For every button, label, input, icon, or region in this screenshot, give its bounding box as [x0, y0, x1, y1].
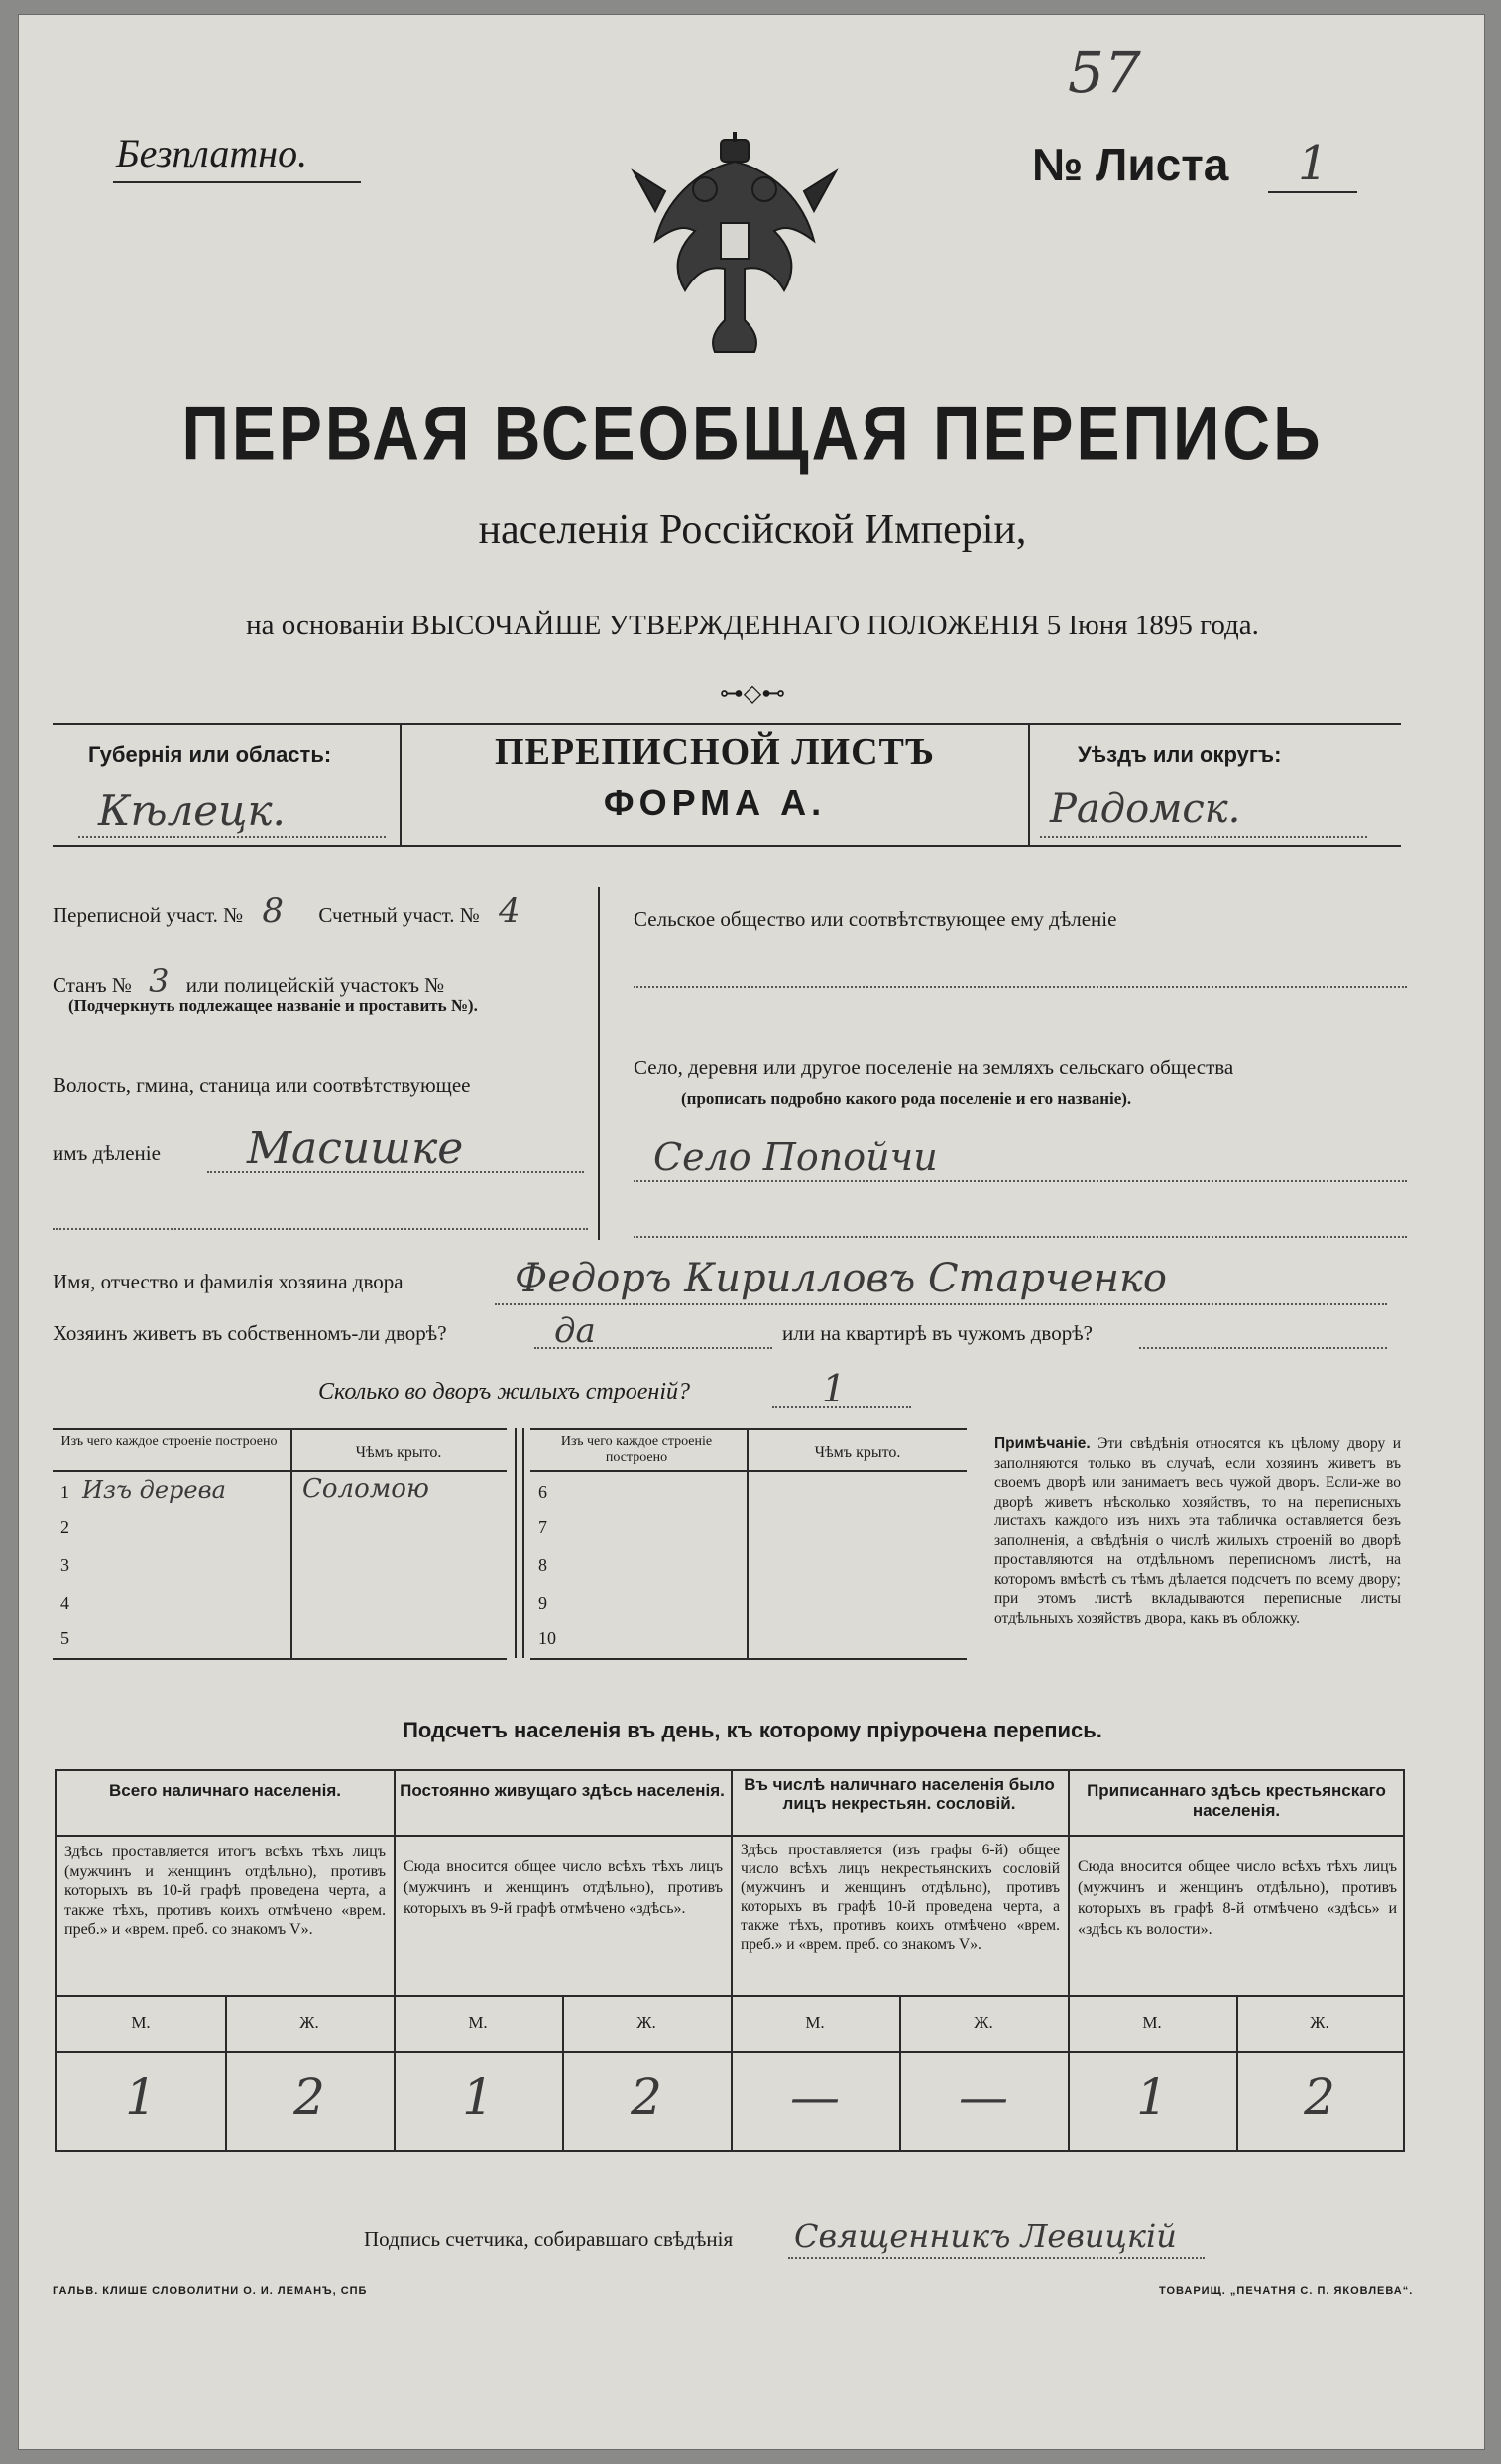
buildings-col2-header: Чѣмъ крыто.: [814, 1444, 901, 1461]
row-num: 7: [538, 1517, 547, 1537]
row-num: 2: [60, 1517, 69, 1537]
buildings-answer: 1: [822, 1367, 847, 1410]
m-label: М.: [1142, 2013, 1162, 2032]
owner-lives-value: да: [554, 1311, 596, 1351]
note-title: Примѣчаніе.: [994, 1435, 1091, 1452]
count-col1-desc: Здѣсь проставляется итогъ всѣхъ тѣхъ лицъ (мужчинъ и женщинъ отдѣльно), противъ которыхъ въ 10-й графѣ проведена черта, а также тѣхъ, противъ коихъ отмѣчено «врем. преб.» и «врем. преб. со знакомъ V».: [64, 1844, 386, 1938]
sheet-number-label: № Листа: [1032, 139, 1229, 190]
buildings-table-right: [530, 1428, 967, 1660]
volost-label: Волость, гмина, станица или соотвѣтствующее: [53, 1073, 471, 1097]
owner-name-label: Имя, отчество и фамилія хозяина двора: [53, 1270, 404, 1293]
row-num: 6: [538, 1482, 547, 1502]
uchastok-label: Переписной участ. №: [53, 903, 244, 927]
count-col4-desc: Сюда вносится общее число всѣхъ тѣхъ лицъ (мужчинъ и женщинъ отдѣльно), противъ которыхъ въ графѣ 8-й отмѣчено «здѣсь» и «здѣсь къ волости».: [1078, 1858, 1397, 1938]
corner-number: 57: [1068, 39, 1141, 106]
row-num: 1: [60, 1482, 69, 1502]
row-num: 3: [60, 1555, 69, 1575]
row-num: 10: [538, 1628, 556, 1648]
m-label: М.: [805, 2013, 825, 2032]
buildings-col1-header: Изъ чего каждое строеніе построено: [60, 1434, 278, 1449]
count-col2-desc: Сюда вносится общее число всѣхъ тѣхъ лицъ (мужчинъ и женщинъ отдѣльно), противъ которыхъ въ 9-й графѣ отмѣчено «здѣсь».: [404, 1858, 723, 1917]
gubernia-label: Губернія или область:: [88, 742, 332, 767]
ornament: ⊶◇⊷: [719, 681, 786, 707]
underline-note: (Подчеркнуть подлежащее названіе и проставить №).: [68, 996, 478, 1015]
uchastok-value: 8: [262, 891, 285, 931]
sheet-number-value: 1: [1298, 136, 1328, 191]
village-label: Село, деревня или другое поселеніе на земляхъ сельскаго общества: [634, 1056, 1234, 1079]
signature-label: Подпись счетчика, собиравшаго свѣдѣнія: [364, 2227, 734, 2251]
society-label: Сельское общество или соотвѣтствующее ему дѣленіе: [634, 907, 1117, 931]
uezd-value: Радомск.: [1050, 786, 1241, 832]
legal-basis: на основаніи ВЫСОЧАЙШЕ УТВЕРЖДЕННАГО ПОЛОЖЕНІЯ 5 Іюня 1895 года.: [246, 610, 1259, 641]
f-label: Ж.: [1310, 2013, 1329, 2032]
owner-rent-label: или на квартирѣ въ чужомъ дворѣ?: [782, 1321, 1093, 1345]
row-num: 4: [60, 1593, 69, 1613]
free-label: Безплатно.: [116, 131, 308, 175]
uezd-label: Уѣздъ или округъ:: [1078, 742, 1282, 767]
buildings-col2-header: Чѣмъ крыто.: [355, 1444, 442, 1461]
f-label: Ж.: [974, 2013, 993, 2032]
stan-value: 3: [149, 962, 170, 1000]
owner-name-value: Федоръ Кирилловъ Старченко: [515, 1256, 1167, 1301]
count-col3-head: Въ числѣ наличнаго населенія было лицъ некрестьян. сословій.: [744, 1775, 1055, 1813]
gubernia-value: Кѣлецк.: [98, 786, 286, 835]
buildings-question: Сколько во дворъ жилыхъ строеній?: [318, 1379, 690, 1404]
buildings-note: [994, 1434, 1401, 1627]
count-col1-male: 1: [125, 2069, 157, 2126]
form-title: ПЕРЕПИСНОЙ ЛИСТЪ: [495, 731, 935, 773]
m-label: М.: [468, 2013, 488, 2032]
row-num: 9: [538, 1593, 547, 1613]
buildings-table-left: [53, 1428, 507, 1660]
signature-value: Священникъ Левицкій: [794, 2217, 1177, 2255]
count-col2-female: 2: [631, 2069, 662, 2126]
count-table: [55, 1769, 1405, 2152]
imperial-eagle-icon: [626, 132, 844, 358]
census-sheet: [18, 14, 1485, 2450]
footer-left: ГАЛЬВ. КЛИШЕ СЛОВОЛИТНИ О. И. ЛЕМАНЪ, СПБ: [53, 2285, 368, 2296]
schet-value: 4: [499, 891, 520, 931]
village-value: Село Попойчи: [653, 1135, 938, 1178]
count-col4-head: Приписаннаго здѣсь крестьянскаго населенія.: [1087, 1781, 1386, 1820]
f-label: Ж.: [636, 2013, 656, 2032]
count-col4-male: 1: [1136, 2069, 1168, 2126]
m-label: М.: [131, 2013, 151, 2032]
row-num: 8: [538, 1555, 547, 1575]
page-title: ПЕРВАЯ ВСЕОБЩАЯ ПЕРЕПИСЬ: [181, 391, 1324, 476]
owner-lives-label: Хозяинъ живетъ въ собственномъ-ли дворѣ?: [53, 1321, 447, 1345]
schet-label: Счетный участ. №: [318, 903, 480, 927]
row1-material: Изъ дерева: [82, 1476, 226, 1504]
f-label: Ж.: [299, 2013, 319, 2032]
count-col3-female: —: [959, 2069, 1008, 2126]
count-col2-head: Постоянно живущаго здѣсь населенія.: [400, 1781, 725, 1800]
row1-roof: Соломою: [302, 1474, 429, 1504]
count-col2-male: 1: [462, 2069, 494, 2126]
count-col3-male: —: [790, 2069, 840, 2126]
village-note: (прописать подробно какого рода поселеніе и его названіе).: [681, 1089, 1132, 1108]
count-col1-head: Всего наличнаго населенія.: [109, 1781, 341, 1800]
count-col1-female: 2: [293, 2069, 325, 2126]
stan-label: Станъ №: [53, 973, 132, 997]
row-num: 5: [60, 1628, 69, 1648]
police-label: или полицейскій участокъ №: [185, 973, 445, 997]
count-title: Подсчетъ населенія въ день, къ которому пріурочена перепись.: [403, 1718, 1102, 1742]
volost-label-2: имъ дѣленіе: [53, 1141, 161, 1165]
note-text: Эти свѣдѣнія относятся къ цѣлому двору и заполняются только въ случаѣ, если хозяинъ живетъ въ своемъ дворѣ или занимаетъ весь чужой дворъ. Если-же во дворѣ живетъ нѣсколько хозяйствъ, то на переписныхъ листахъ каждого изъ нихъ эта табличка оставляется безъ заполненія, а свѣдѣнія о числѣ жилыхъ строеній во дворѣ проставляются на отдѣльномъ переписномъ листѣ, на которомъ вмѣстѣ съ тѣмъ дѣлается подсчетъ по всему двору; при этомъ листѣ вкладываются переписные листы отдѣльныхъ хозяйствъ двора, какъ въ обложку.: [994, 1435, 1402, 1626]
page-subtitle: населенія Россійской Имперіи,: [478, 507, 1027, 553]
form-subtitle: ФОРМА А.: [603, 782, 827, 823]
volost-value: Масишке: [247, 1123, 464, 1174]
footer-right: ТОВАРИЩ. „ПЕЧАТНЯ С. П. ЯКОВЛЕВА“.: [1159, 2285, 1414, 2296]
buildings-col1-header: Изъ чего каждое строеніе построено: [560, 1434, 713, 1465]
count-col3-desc: Здѣсь проставляется (изъ графы 6-й) общее число всѣхъ лицъ некрестьянскихъ сословій (мужчинъ и женщинъ отдѣльно), противъ которыхъ въ графѣ 10-й проведена черта, а также тѣхъ, противъ коихъ отмѣчено «врем. преб.» и «врем. преб. со знакомъ V».: [741, 1842, 1060, 1953]
count-col4-female: 2: [1304, 2069, 1335, 2126]
